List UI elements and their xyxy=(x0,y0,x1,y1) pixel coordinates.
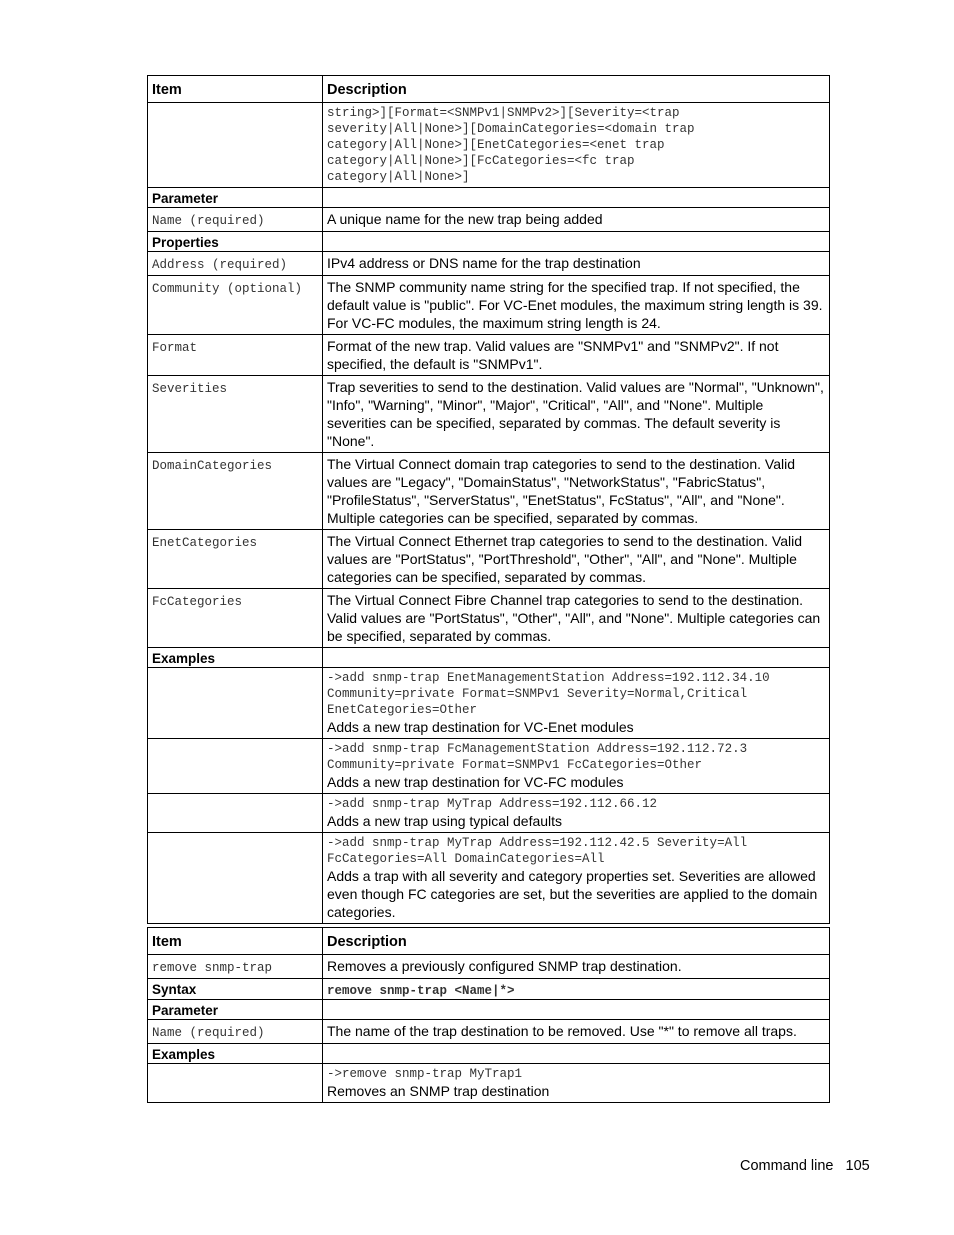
property-description: The Virtual Connect Ethernet trap categories to send to the destination. Valid values are "PortStatus", "PortThreshold", "Other", "All", and "None". Multiple categories can be specified, separated by commas. xyxy=(323,530,830,589)
example-description: Removes an SNMP trap destination xyxy=(327,1083,550,1099)
page-number: 105 xyxy=(845,1158,870,1174)
footer-section: Command line xyxy=(740,1158,834,1174)
section-row xyxy=(148,648,830,668)
examples-heading: Examples xyxy=(148,648,323,668)
table-row xyxy=(148,252,830,276)
table-row xyxy=(148,103,830,188)
parameter-heading: Parameter xyxy=(148,188,323,208)
property-description: Format of the new trap. Valid values are "SNMPv1" and "SNMPv2". If not specified, the default is "SNMPv1". xyxy=(323,335,830,376)
property-description: The Virtual Connect domain trap categories to send to the destination. Valid values are "Legacy", "DomainStatus", "NetworkStatus", "FabricStatus", "ProfileStatus", "ServerStatus", "EnetStatus", FcStatus", "All", and "None". Multiple categories can be specified, separated by commas. xyxy=(323,453,830,530)
property-description: Trap severities to send to the destination. Valid values are "Normal", "Unknown", "Info", "Warning", "Minor", "Major", "Critical", "All", and "None". Multiple severities can be specified, separated by commas. The default severity is "None". xyxy=(323,376,830,453)
section-row xyxy=(148,188,830,208)
table-row xyxy=(148,276,830,335)
parameter-heading: Parameter xyxy=(148,1000,323,1020)
property-name: FcCategories xyxy=(152,595,243,609)
property-name: EnetCategories xyxy=(152,536,258,550)
table-header-row xyxy=(148,76,830,103)
header-item: Item xyxy=(148,76,323,103)
remove-snmp-trap-table xyxy=(147,927,830,1103)
example-description: Adds a new trap using typical defaults xyxy=(327,813,563,829)
table-row xyxy=(148,453,830,530)
table-row xyxy=(148,208,830,232)
section-row xyxy=(148,979,830,1000)
table-row xyxy=(148,955,830,979)
param-name: Name (required) xyxy=(152,214,265,228)
property-description: The Virtual Connect Fibre Channel trap categories to send to the destination. Valid values are "PortStatus", "Other", "All", and "None". Multiple categories can be specified, separated by commas. xyxy=(323,589,830,648)
table-row xyxy=(148,1020,830,1044)
table-row xyxy=(148,739,830,794)
properties-heading: Properties xyxy=(148,232,323,252)
table-row xyxy=(148,794,830,833)
property-description: The SNMP community name string for the specified trap. If not specified, the default value is "public". For VC-Enet modules, the maximum string length is 39. For VC-FC modules, the maximum string length is 24. xyxy=(323,276,830,335)
table-row xyxy=(148,589,830,648)
section-row xyxy=(148,1000,830,1020)
example-code: ->add snmp-trap EnetManagementStation Address=192.112.34.10 Community=private Format=SNMPv1 Severity=Normal,Critical EnetCategories=Other xyxy=(327,671,770,717)
example-code: ->add snmp-trap FcManagementStation Address=192.112.72.3 Community=private Format=SNMPv1 FcCategories=Other xyxy=(327,742,748,772)
example-code: ->add snmp-trap MyTrap Address=192.112.42.5 Severity=All FcCategories=All DomainCategories=All xyxy=(327,836,748,866)
param-description: A unique name for the new trap being added xyxy=(323,208,830,232)
table-row xyxy=(148,530,830,589)
section-row xyxy=(148,232,830,252)
table-row xyxy=(148,376,830,453)
param-description: The name of the trap destination to be removed. Use "*" to remove all traps. xyxy=(323,1020,830,1044)
table-row xyxy=(148,668,830,739)
command-description: Removes a previously configured SNMP trap destination. xyxy=(323,955,830,979)
table-row xyxy=(148,1064,830,1103)
property-name: Format xyxy=(152,341,198,355)
table-row xyxy=(148,833,830,924)
syntax-code: remove snmp-trap <Name|*> xyxy=(327,984,515,998)
property-name: Community (optional) xyxy=(152,282,303,296)
add-snmp-trap-table xyxy=(147,75,830,924)
property-name: Address (required) xyxy=(152,258,288,272)
command-name: remove snmp-trap xyxy=(152,961,273,975)
table-row xyxy=(148,335,830,376)
example-description: Adds a trap with all severity and category properties set. Severities are allowed even though FC categories are set, but the severities are applied to the domain categories. xyxy=(327,868,818,920)
example-code: ->add snmp-trap MyTrap Address=192.112.66.12 xyxy=(327,797,658,811)
property-description: IPv4 address or DNS name for the trap destination xyxy=(323,252,830,276)
syntax-code: string>][Format=<SNMPv1|SNMPv2>][Severity=<trap severity|All|None>][DomainCategories=<domain trap category|All|None>][EnetCategories=<enet trap category|All|None>][FcCategories=<fc trap category|All|None>] xyxy=(327,106,695,184)
header-item: Item xyxy=(148,928,323,955)
example-description: Adds a new trap destination for VC-Enet modules xyxy=(327,719,634,735)
example-code: ->remove snmp-trap MyTrap1 xyxy=(327,1067,523,1081)
header-description: Description xyxy=(323,928,830,955)
header-description: Description xyxy=(323,76,830,103)
section-row xyxy=(148,1044,830,1064)
example-description: Adds a new trap destination for VC-FC modules xyxy=(327,774,624,790)
property-name: Severities xyxy=(152,382,228,396)
table-header-row xyxy=(148,928,830,955)
syntax-heading: Syntax xyxy=(148,979,323,1000)
page-footer xyxy=(740,1158,870,1174)
examples-heading: Examples xyxy=(148,1044,323,1064)
param-name: Name (required) xyxy=(152,1026,265,1040)
property-name: DomainCategories xyxy=(152,459,273,473)
